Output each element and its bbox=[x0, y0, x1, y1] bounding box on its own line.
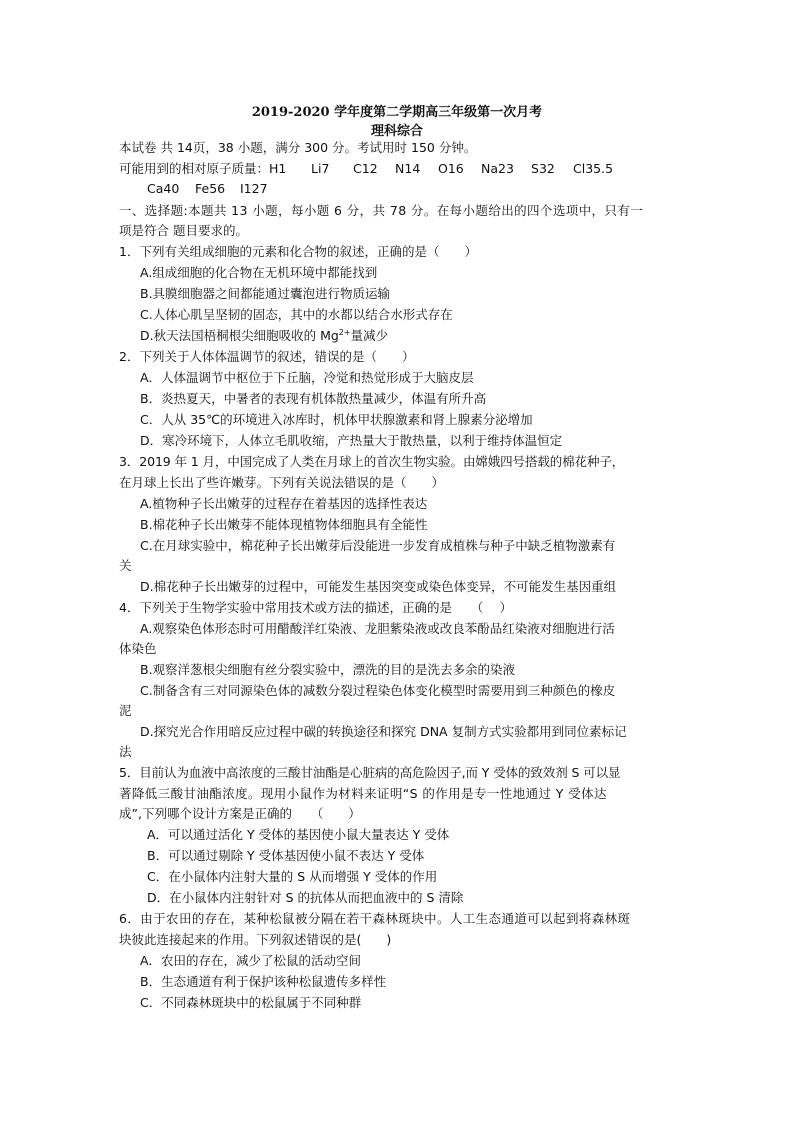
section-instruction-line-1: 一、选择题:本题共 13 小题，每小题 6 分，共 78 分。在每小题给出的四个选项中，只有一 bbox=[119, 203, 644, 218]
question-5-option-c: C．在小鼠体内注射大量的 S 从而增强 Y 受体的作用 bbox=[147, 869, 438, 884]
question-4-option-d-line-1: D.探究光合作用暗反应过程中碳的转换途径和探究 DNA 复制方式实验都用到同位素标记 bbox=[140, 724, 627, 739]
question-4-option-a-line-2: 体染色 bbox=[119, 641, 157, 656]
atomic-mass-c: C12 bbox=[353, 161, 378, 176]
section-instruction-line-2: 项是符合 题目要求的。 bbox=[119, 223, 248, 238]
question-6-stem-line-2: 块彼此连接起来的作用。下列叙述错误的是( ) bbox=[119, 932, 392, 947]
question-6-option-c: C．不同森林斑块中的松鼠属于不同种群 bbox=[140, 995, 362, 1010]
question-1-option-d-superscript: 2+ bbox=[338, 327, 351, 337]
exam-info-line: 本试卷 共 14页，38 小题，满分 300 分。考试用时 150 分钟。 bbox=[119, 140, 477, 155]
atomic-mass-i: I127 bbox=[240, 181, 268, 196]
question-1-option-d bbox=[140, 328, 388, 344]
question-2-option-b: B．炎热夏天，中暑者的表现有机体散热量减少，体温有所升高 bbox=[140, 391, 487, 406]
question-1-option-a: A.组成细胞的化合物在无机环境中都能找到 bbox=[140, 265, 378, 280]
atomic-mass-fe: Fe56 bbox=[195, 181, 226, 196]
question-1-option-b: B.具膜细胞器之间都能通过囊泡进行物质运输 bbox=[140, 286, 391, 301]
atomic-mass-li: Li7 bbox=[311, 161, 330, 176]
question-6-option-a: A．农田的存在，减少了松鼠的活动空间 bbox=[140, 953, 362, 968]
question-3-option-b: B.棉花种子长出嫩芽不能体现植物体细胞具有全能性 bbox=[140, 517, 428, 532]
question-5-stem-line-1: 5．目前认为血液中高浓度的三酸甘油酯是心脏病的高危险因子,而 Y 受体的致效剂 S 可以显 bbox=[119, 765, 621, 780]
atomic-mass-h: H1 bbox=[269, 161, 287, 176]
question-2-option-a: A．人体温调节中枢位于下丘脑，冷觉和热觉形成于大脑皮层 bbox=[140, 370, 474, 385]
question-2-option-d: D．寒冷环境下，人体立毛肌收缩，产热量大于散热量，以利于维持体温恒定 bbox=[140, 433, 563, 448]
question-3-option-d: D.棉花种子长出嫩芽的过程中，可能发生基因突变或染色体变异，不可能发生基因重组 bbox=[140, 579, 617, 594]
atomic-mass-label: 可能用到的相对原子质量： bbox=[119, 161, 270, 176]
atomic-mass-line bbox=[119, 161, 613, 177]
question-3-stem-line-2: 在月球上长出了些许嫩芽。下列有关说法错误的是（ ） bbox=[119, 475, 445, 490]
atomic-mass-ca: Ca40 bbox=[147, 181, 180, 196]
question-4-option-d-line-2: 法 bbox=[119, 744, 132, 759]
question-3-option-a: A.植物种子长出嫩芽的过程存在着基因的选择性表达 bbox=[140, 496, 428, 511]
question-5-stem-line-2: 著降低三酸甘油酯浓度。现用小鼠作为材料来证明“S 的作用是专一性地通过 Y 受体达 bbox=[119, 786, 607, 801]
atomic-mass-s: S32 bbox=[531, 161, 555, 176]
question-2-option-c: C．人从 35℃的环境进入冰库时，机体甲状腺激素和肾上腺素分泌增加 bbox=[140, 412, 533, 427]
question-1-option-c: C.人体心肌呈坚韧的固态，其中的水都以结合水形式存在 bbox=[140, 307, 453, 322]
question-1-option-d-text: D.秋天法国梧桐根尖细胞吸收的 Mg bbox=[140, 328, 339, 343]
question-4-option-a-line-1: A.观察染色体形态时可用醋酸洋红染液、龙胆紫染液或改良苯酚品红染液对细胞进行活 bbox=[140, 621, 615, 636]
question-5-stem-line-3: 成”,下列哪个设计方案是正确的 （ ） bbox=[119, 806, 361, 821]
question-4-option-c-line-2: 泥 bbox=[119, 703, 132, 718]
question-1-option-d-text-end: 量减少 bbox=[350, 328, 389, 343]
atomic-mass-n: N14 bbox=[395, 161, 421, 176]
question-6-option-b: B．生态通道有利于保护该种松鼠遗传多样性 bbox=[140, 974, 387, 989]
question-5-option-d: D．在小鼠体内注射针对 S 的抗体从而把血液中的 S 清除 bbox=[147, 890, 464, 905]
atomic-mass-cl: Cl35.5 bbox=[573, 161, 614, 176]
question-6-stem-line-1: 6．由于农田的存在，某种松鼠被分隔在若干森林斑块中。人工生态通道可以起到将森林斑 bbox=[119, 911, 631, 926]
atomic-mass-line-2 bbox=[147, 181, 268, 197]
question-5-option-b: B．可以通过剔除 Y 受体基因使小鼠不表达 Y 受体 bbox=[147, 848, 425, 863]
question-4-option-c-line-1: C.制备含有三对同源染色体的减数分裂过程染色体变化模型时需要用到三种颜色的橡皮 bbox=[140, 683, 616, 698]
question-4-option-b: B.观察洋葱根尖细胞有丝分裂实验中，漂洗的目的是洗去多余的染液 bbox=[140, 662, 516, 677]
atomic-mass-o: O16 bbox=[438, 161, 464, 176]
question-2-stem: 2．下列关于人体体温调节的叙述，错误的是（ ） bbox=[119, 349, 415, 364]
exam-subtitle: 理科综合 bbox=[370, 124, 423, 139]
question-3-option-c-line-1: C.在月球实验中，棉花种子长出嫩芽后没能进一步发育成植株与种子中缺乏植物激素有 bbox=[140, 538, 616, 553]
question-3-stem-line-1: 3．2019 年 1 月，中国完成了人类在月球上的首次生物实验。由嫦娥四号搭载的棉花种子， bbox=[119, 454, 625, 469]
question-1-stem: 1．下列有关组成细胞的元素和化合物的叙述，正确的是（ ） bbox=[119, 244, 477, 259]
question-3-option-c-line-2: 关 bbox=[119, 558, 132, 573]
question-4-stem: 4．下列关于生物学实验中常用技术或方法的描述，正确的是 （ ） bbox=[119, 600, 513, 615]
question-5-option-a: A．可以通过活化 Y 受体的基因使小鼠大量表达 Y 受体 bbox=[147, 827, 450, 842]
exam-title: 2019-2020 学年度第二学期高三年级第一次月考 bbox=[251, 105, 543, 120]
atomic-mass-na: Na23 bbox=[481, 161, 514, 176]
